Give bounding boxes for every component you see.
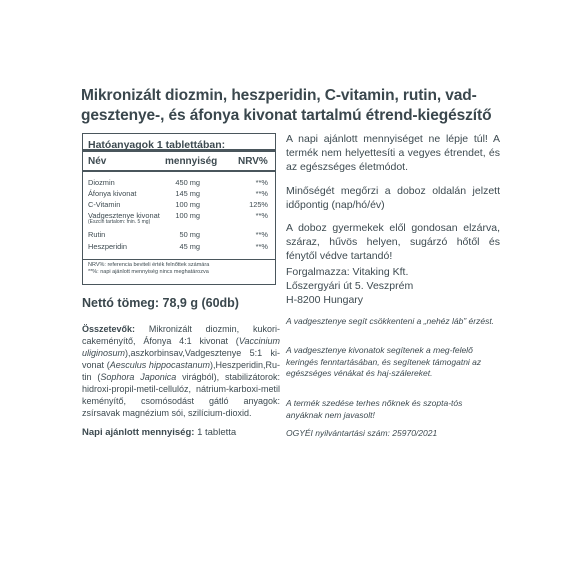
row-amount: 100 mg <box>175 211 200 220</box>
col-amount: mennyiség <box>165 156 218 167</box>
distributor-country: H-8200 Hungary <box>286 294 364 306</box>
row-nrv: **% <box>255 230 268 239</box>
pregnancy-warning: A termék szedése terhes nőknek és szopta-tós anyáknak nem javasolt! <box>286 398 463 420</box>
product-title <box>81 86 521 126</box>
distributor-name: Forgalmazza: Vitaking Kft. <box>286 266 409 278</box>
registration-number: OGYÉI nyilvántartási szám: 25970/2021 <box>286 428 438 438</box>
col-name: Név <box>88 156 107 167</box>
claim-heavy-leg: A vadgesztenye segít csökkenteni a „nehéz láb” érzést. <box>286 316 495 326</box>
row-nrv: **% <box>255 211 268 220</box>
row-name: Áfonya kivonat <box>88 189 137 198</box>
ingredients-part: ),Heszperidin,Ru-tin ( <box>82 360 281 382</box>
ingredients-label: Összetevők: <box>82 324 136 334</box>
row-name: Heszperidin <box>88 242 128 251</box>
row-amount: 100 mg <box>175 200 200 209</box>
daily-dose-label: Napi ajánlott mennyiség: <box>82 427 195 438</box>
row-amount: 50 mg <box>179 230 200 239</box>
ingredients-latin: Sophora Japonica <box>100 372 177 382</box>
row-nrv: **% <box>255 189 268 198</box>
warning-dose: A napi ajánlott mennyiséget ne lépje túl! A termék nem helyettesíti a vegyes étrendet, és az egészséges életmódot. <box>286 133 500 173</box>
nutrition-table <box>82 133 276 285</box>
col-nrv: NRV% <box>238 156 268 167</box>
ingredients-part: ),aszkorbinsav,Vadgesztenye 5:1 ki-vonat ( <box>82 348 280 370</box>
footnote-nrv: NRV%: referencia beviteli érték felnőttek számára <box>88 262 210 268</box>
distributor-address: Lőszergyári út 5. Veszprém <box>286 280 414 292</box>
ingredients-part: Mikronizált diozmin, kukori-cakeményítő, Áfonya 4:1 kivonat ( <box>82 324 280 346</box>
daily-dose-value: 1 tabletta <box>194 427 237 438</box>
distributor <box>286 265 500 307</box>
ingredients-latin: Aesculus hippocastanum <box>109 360 210 370</box>
table-column-headers <box>83 152 275 172</box>
row-nrv: **% <box>255 242 268 251</box>
row-nrv: **% <box>255 178 268 187</box>
best-before: Minőségét megőrzi a doboz oldalán jelzett időpontig (nap/hó/év) <box>286 185 500 211</box>
claim-circulation: A vadgesztenye kivonatok segítenek a meg-felelő keringés fenntartásában, és segítenek támogatni az egészséges vénákat és haj-szálereket. <box>286 345 482 378</box>
row-name: Diozmin <box>88 178 115 187</box>
ingredients-latin: Vaccinium uliginosum <box>82 336 280 358</box>
row-amount: 450 mg <box>175 178 200 187</box>
net-weight: Nettó tömeg: 78,9 g (60db) <box>82 296 239 310</box>
row-amount: 45 mg <box>179 242 200 251</box>
table-rows <box>83 172 275 260</box>
row-name: Rutin <box>88 230 106 239</box>
row-nrv: 125% <box>249 200 268 209</box>
title-line-2: gesztenye-, és áfonya kivonat tartalmú étrend-kiegészítő <box>81 107 492 124</box>
ingredients-text <box>82 323 280 419</box>
row-name: C-Vitamin <box>88 200 121 209</box>
storage-note: A doboz gyermekek elől gondosan elzárva, száraz, hűvös helyen, sugárzó hőtől és fénytől védve tartandó! <box>286 222 500 262</box>
table-footnotes <box>83 260 275 276</box>
daily-dose <box>82 427 236 438</box>
ingredients-part: virágból), stabilizátorok: hidroxi-propil-metil-cellulóz, nátrium-karboxi-metil keményítő, csomósodást gátló anyagok: zsírsavak magnézium sói, szilícium-dioxid. <box>82 372 280 418</box>
table-header: Hatóanyagok 1 tablettában: <box>83 134 275 152</box>
row-subnote: (Eszcin tartalom: min. 5 mg) <box>88 219 151 225</box>
footnote-undefined: **%: napi ajánlott mennyiség nincs meghatározva <box>88 269 209 275</box>
title-line-1: Mikronizált diozmin, heszperidin, C-vitamin, rutin, vad- <box>81 87 477 104</box>
row-name: Vadgesztenye kivonat <box>88 211 160 220</box>
row-amount: 145 mg <box>175 189 200 198</box>
